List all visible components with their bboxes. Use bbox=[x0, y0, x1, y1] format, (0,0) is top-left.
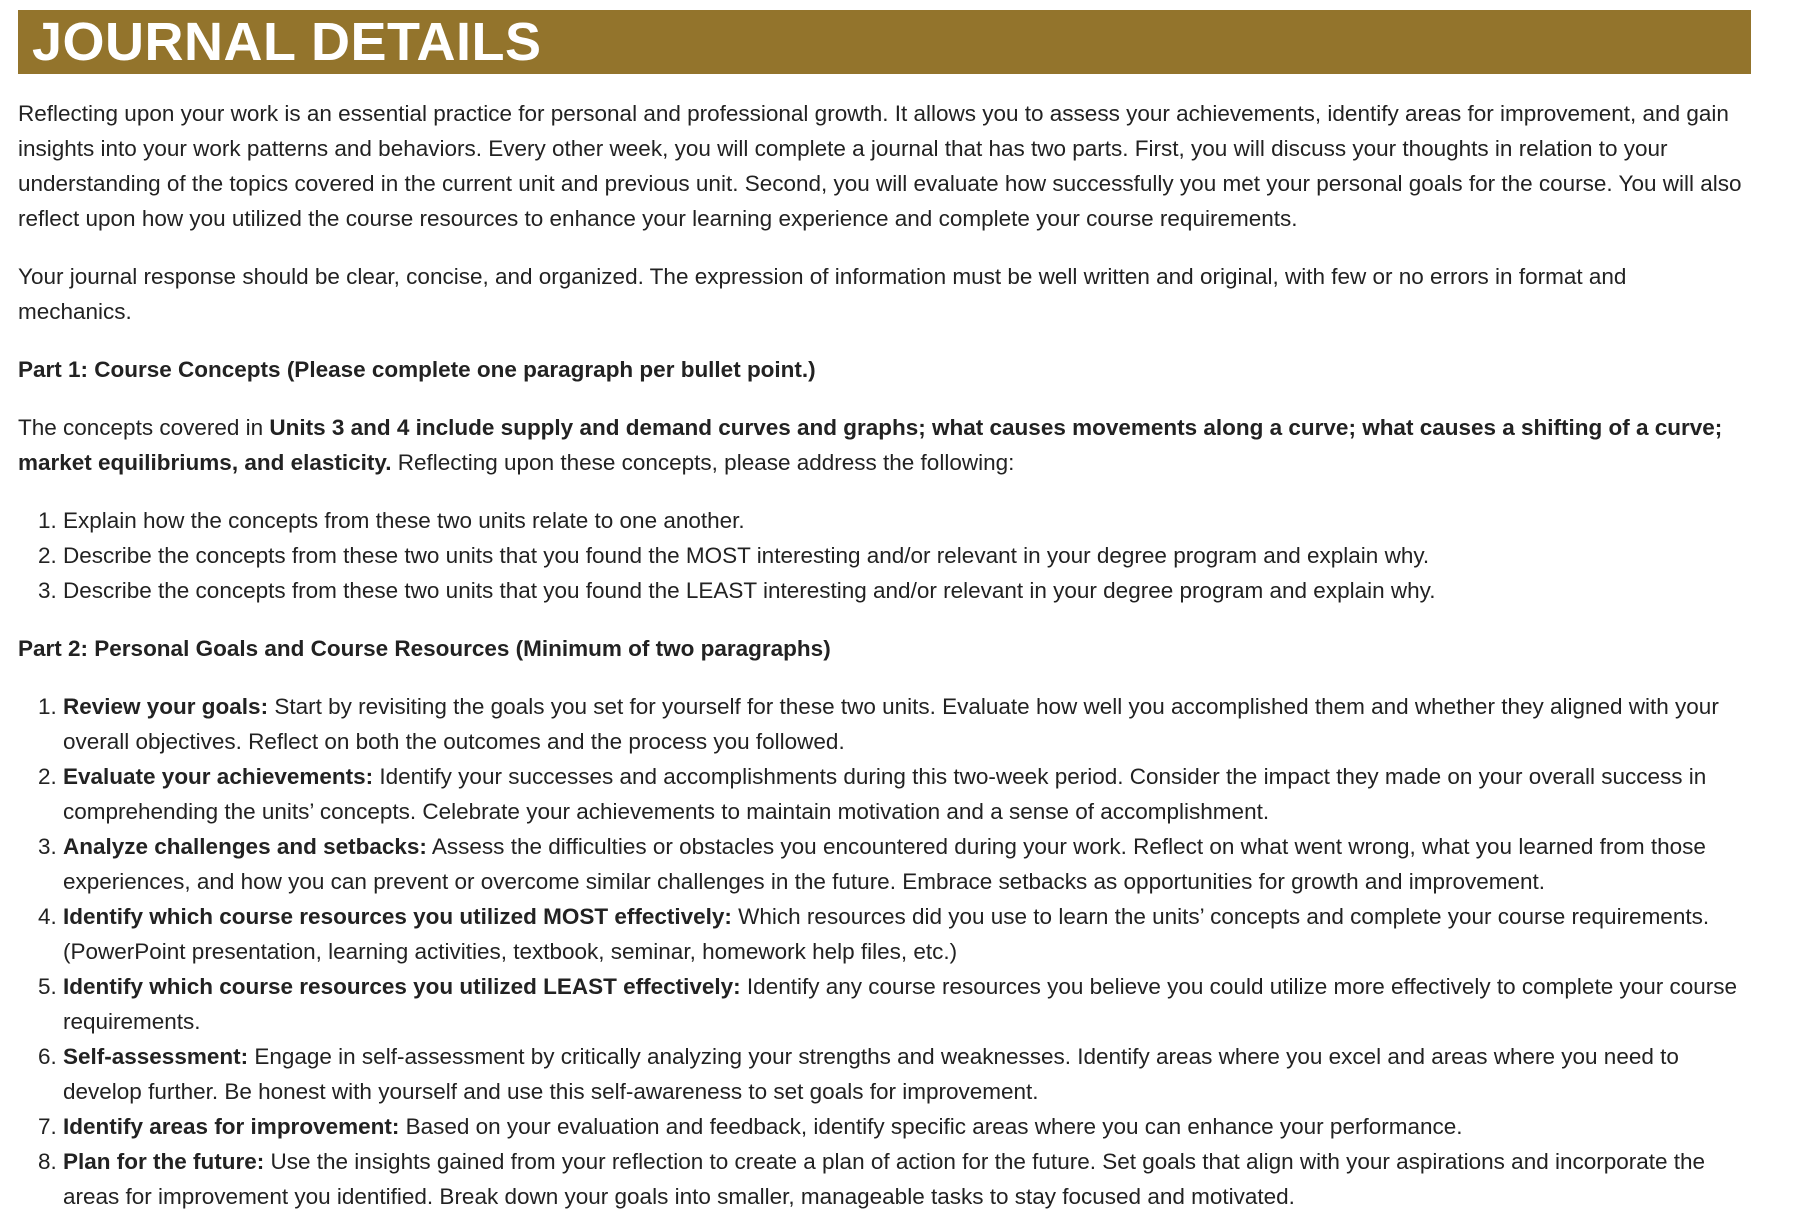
item-text: Use the insights gained from your reflection to create a plan of action for the future. Set goals that align with your aspirations and incorporate the areas for improvement you identified. Break down your goals into smaller, manageable tasks to stay focused and motivated. bbox=[63, 1149, 1706, 1209]
item-label: Identify which course resources you utilized MOST effectively: bbox=[63, 904, 732, 929]
intro-paragraph: Reflecting upon your work is an essential practice for personal and professional growth. It allows you to assess your achievements, identify areas for improvement, and gain insights into your work patterns and behaviors. Every other week, you will complete a journal that has two parts. First, you will discuss your thoughts in relation to your understanding of the topics covered in the current unit and previous unit. Second, you will evaluate how successfully you met your personal goals for the course. You will also reflect upon how you utilized the course resources to enhance your learning experience and complete your course requirements. bbox=[18, 101, 1742, 231]
concepts-units-bold: Units 3 and 4 include supply and demand curves and graphs; what causes movements along a curve; what causes a shifting of a curve; market equilibriums, and elasticity. bbox=[18, 415, 1723, 475]
part2-list bbox=[18, 689, 1746, 1214]
list-item: 2. Describe the concepts from these two units that you found the MOST interesting and/or relevant in your degree program and explain why. bbox=[63, 538, 1746, 573]
item-label: Analyze challenges and setbacks: bbox=[63, 834, 427, 859]
part2-heading: Part 2: Personal Goals and Course Resources (Minimum of two paragraphs) bbox=[18, 636, 831, 661]
part1-heading: Part 1: Course Concepts (Please complete one paragraph per bullet point.) bbox=[18, 357, 816, 382]
list-item bbox=[63, 899, 1746, 969]
item-text: Identify any course resources you believe you could utilize more effectively to complete your course requirements. bbox=[63, 974, 1738, 1034]
item-label: Identify which course resources you utilized LEAST effectively: bbox=[63, 974, 741, 999]
item-text: Start by revisiting the goals you set for yourself for these two units. Evaluate how well you accomplished them and whether they aligned with your overall objectives. Reflect on both the outcomes and the process you followed. bbox=[63, 694, 1719, 754]
item-text: Identify your successes and accomplishments during this two-week period. Consider the impact they made on your overall success in comprehending the units’ concepts. Celebrate your achievements to maintain motivation and a sense of accomplishment. bbox=[63, 764, 1707, 824]
list-item bbox=[63, 829, 1746, 899]
list-item: 1. Explain how the concepts from these two units relate to one another. bbox=[63, 503, 1746, 538]
item-label: Plan for the future: bbox=[63, 1149, 265, 1174]
item-text: Which resources did you use to learn the units’ concepts and complete your course requirements. (PowerPoint presentation, learning activities, textbook, seminar, homework help files, etc.) bbox=[63, 904, 1710, 964]
list-item bbox=[63, 689, 1746, 759]
list-item bbox=[63, 1144, 1746, 1214]
part1-list bbox=[18, 503, 1746, 608]
item-text: Engage in self-assessment by critically analyzing your strengths and weaknesses. Identify areas where you excel and areas where you need to develop further. Be honest with yourself and use this self-awareness to set goals for improvement. bbox=[63, 1044, 1679, 1104]
concepts-prefix: The concepts covered in bbox=[18, 415, 270, 440]
concepts-suffix: Reflecting upon these concepts, please address the following: bbox=[391, 450, 1015, 475]
item-text: Assess the difficulties or obstacles you encountered during your work. Reflect on what went wrong, what you learned from those experiences, and how you can prevent or overcome similar challenges in the future. Embrace setbacks as opportunities for growth and improvement. bbox=[63, 834, 1706, 894]
item-label: Identify areas for improvement: bbox=[63, 1114, 400, 1139]
list-item bbox=[63, 759, 1746, 829]
response-note-paragraph: Your journal response should be clear, concise, and organized. The expression of information must be well written and original, with few or no errors in format and mechanics. bbox=[18, 264, 1627, 324]
item-label: Self-assessment: bbox=[63, 1044, 249, 1069]
page-title: JOURNAL DETAILS bbox=[32, 12, 542, 72]
item-label: Evaluate your achievements: bbox=[63, 764, 374, 789]
list-item bbox=[63, 1039, 1746, 1109]
concepts-paragraph bbox=[18, 410, 1746, 480]
journal-content bbox=[18, 96, 1746, 1214]
list-item bbox=[63, 1109, 1746, 1144]
list-item bbox=[63, 969, 1746, 1039]
title-banner bbox=[18, 10, 1751, 74]
list-item: 3. Describe the concepts from these two units that you found the LEAST interesting and/or relevant in your degree program and explain why. bbox=[63, 573, 1746, 608]
item-label: Review your goals: bbox=[63, 694, 269, 719]
item-text: Based on your evaluation and feedback, identify specific areas where you can enhance your performance. bbox=[399, 1114, 1463, 1139]
